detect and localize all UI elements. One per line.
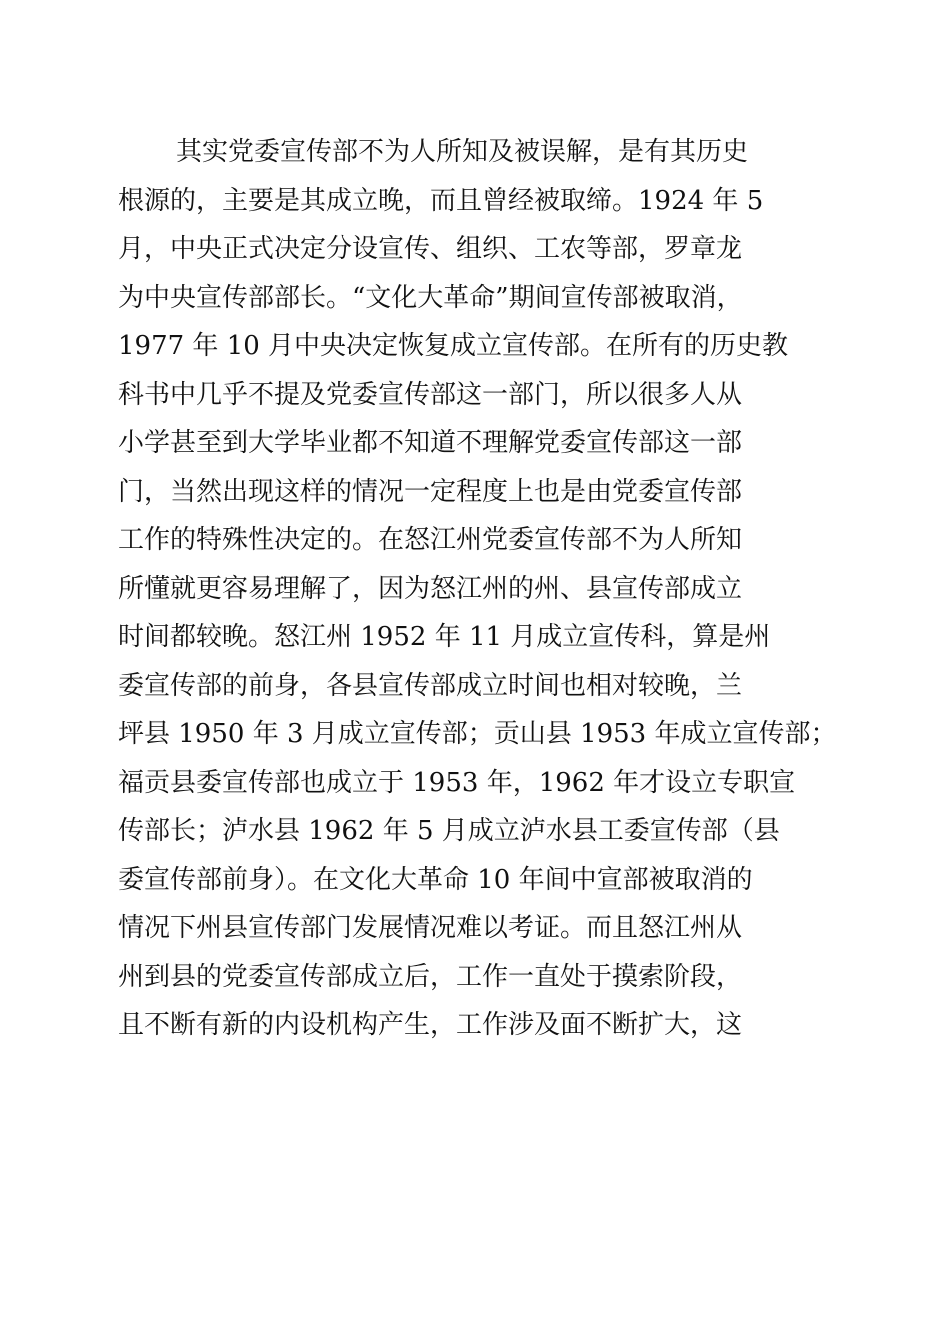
paragraph-line: 根源的，主要是其成立晚，而且曾经被取缔。1924 年 5 [118, 185, 764, 216]
paragraph-line: 时间都较晚。怒江州 1952 年 11 月成立宣传科，算是州 [118, 622, 771, 652]
paragraph-line: 为中央宣传部部长。“文化大革命”期间宣传部被取消， [118, 282, 743, 313]
paragraph-line: 传部长；泸水县 1962 年 5 月成立泸水县工委宣传部（县 [118, 816, 780, 846]
paragraph-line: 委宣传部前身）。在文化大革命 10 年间中宣部被取消的 [118, 864, 753, 895]
paragraph-line: 门，当然出现这样的情况一定程度上也是由党委宣传部 [118, 476, 743, 507]
paragraph-line: 小学甚至到大学毕业都不知道不理解党委宣传部这一部 [118, 428, 743, 458]
paragraph-line: 福贡县委宣传部也成立于 1953 年，1962 年才设立专职宣 [118, 767, 796, 798]
paragraph-line: 且不断有新的内设机构产生，工作涉及面不断扩大，这 [118, 1010, 743, 1040]
paragraph-line: 所懂就更容易理解了，因为怒江州的州、县宣传部成立 [118, 573, 743, 604]
paragraph-line: 其实党委宣传部不为人所知及被误解，是有其历史 [176, 137, 749, 167]
paragraph-line: 1977 年 10 月中央决定恢复成立宣传部。在所有的历史教 [118, 331, 789, 361]
paragraph-line: 月，中央正式决定分设宣传、组织、工农等部，罗章龙 [118, 234, 743, 264]
paragraph-line: 委宣传部的前身，各县宣传部成立时间也相对较晚，兰 [118, 670, 743, 701]
paragraph-line: 坪县 1950 年 3 月成立宣传部；贡山县 1953 年成立宣传部； [118, 719, 837, 749]
paragraph-line: 情况下州县宣传部门发展情况难以考证。而且怒江州从 [118, 913, 743, 943]
paragraph-line: 科书中几乎不提及党委宣传部这一部门，所以很多人从 [118, 379, 743, 410]
body-paragraph [118, 128, 838, 1050]
paragraph-line: 州到县的党委宣传部成立后，工作一直处于摸索阶段， [118, 961, 743, 992]
paragraph-line: 工作的特殊性决定的。在怒江州党委宣传部不为人所知 [118, 525, 743, 555]
